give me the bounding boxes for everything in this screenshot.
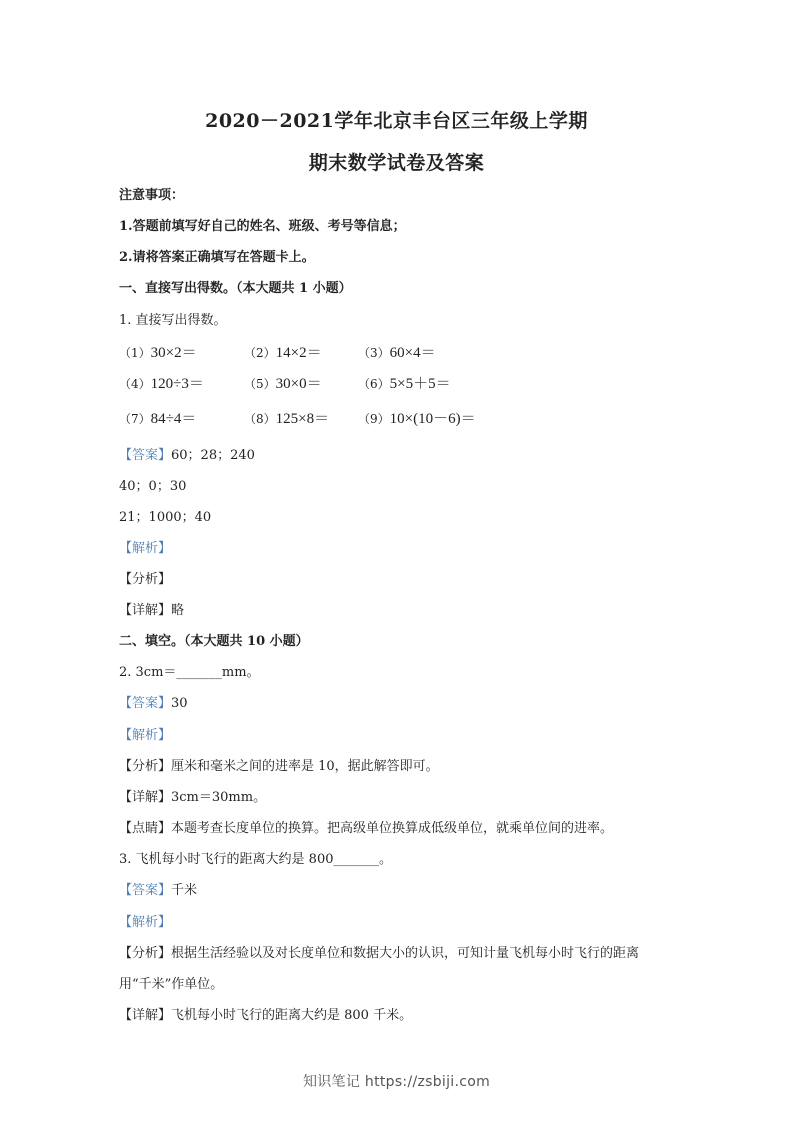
q1-item-2 [244, 341, 322, 362]
question-2: 2. 3cm＝_______mm。 [119, 665, 260, 680]
q2-fenxi: 【分析】厘米和毫米之间的进率是 10，据此解答即可。 [119, 759, 439, 774]
item-number: （1） [119, 346, 151, 360]
title-line-1: 2020－2021学年北京丰台区三年级上学期 [205, 110, 588, 132]
answer-text: 30 [171, 696, 188, 711]
q1-answer [119, 446, 703, 466]
item-expression: 84÷4＝ [150, 411, 197, 427]
notice-item-1: 1.答题前填写好自己的姓名、班级、考号等信息； [119, 219, 406, 234]
item-expression: 14×2＝ [275, 345, 322, 361]
item-number: （9） [358, 412, 390, 426]
q1-fenxi: 【分析】 [119, 572, 172, 587]
question-3: 3. 飞机每小时飞行的距离大约是 800_______。 [119, 852, 392, 867]
item-expression: 10×(10－6)＝ [389, 411, 476, 427]
q2-xiangjie: 【详解】3cm＝30mm。 [119, 790, 267, 805]
footer-watermark: 知识笔记 https://zsbiji.com [302, 1074, 491, 1090]
item-expression: 5×5＋5＝ [389, 376, 451, 392]
q3-xiangjie: 【详解】飞机每小时飞行的距离大约是 800 千米。 [119, 1008, 413, 1023]
item-expression: 120÷3＝ [150, 376, 204, 392]
item-expression: 30×2＝ [150, 345, 197, 361]
answer-label: 【答案】 [119, 883, 172, 898]
q3-answer [119, 881, 703, 901]
answer-label: 【答案】 [119, 448, 172, 463]
q1-item-5 [244, 372, 322, 393]
section-2-heading: 二、填空。（本大题共 10 小题） [119, 634, 309, 649]
q1-item-6 [358, 372, 451, 393]
q1-answer-line-2: 40；0；30 [119, 479, 187, 494]
q3-fenxi-cont: 用“千米”作单位。 [119, 977, 224, 992]
item-number: （2） [244, 346, 276, 360]
q1-jiexi: 【解析】 [119, 541, 172, 556]
item-expression: 125×8＝ [275, 411, 330, 427]
item-expression: 30×0＝ [275, 376, 322, 392]
q1-item-9 [358, 407, 476, 428]
q1-xiangjie [119, 601, 703, 621]
item-number: （5） [244, 377, 276, 391]
q2-dianjing: 【点睛】本题考查长度单位的换算。把高级单位换算成低级单位，就乘单位间的进率。 [119, 821, 614, 836]
item-number: （6） [358, 377, 390, 391]
q3-jiexi: 【解析】 [119, 915, 172, 930]
notice-heading: 注意事项： [119, 188, 185, 203]
item-number: （8） [244, 412, 276, 426]
section-1-heading: 一、直接写出得数。（本大题共 1 小题） [119, 281, 352, 296]
answer-text: 60；28；240 [171, 448, 255, 463]
xiangjie-label: 【详解】 [119, 603, 172, 618]
item-number: （4） [119, 377, 151, 391]
item-number: （3） [358, 346, 390, 360]
question-1: 1. 直接写出得数。 [119, 313, 227, 328]
q1-item-7 [119, 407, 196, 428]
item-number: （7） [119, 412, 151, 426]
answer-text: 千米 [171, 883, 198, 898]
item-expression: 60×4＝ [389, 345, 436, 361]
notice-item-2: 2.请将答案正确填写在答题卡上。 [119, 250, 315, 265]
q3-fenxi: 【分析】根据生活经验以及对长度单位和数据大小的认识，可知计量飞机每小时飞行的距离 [119, 946, 640, 961]
q1-item-4 [119, 372, 204, 393]
q1-item-3 [358, 341, 436, 362]
q1-answer-line-3: 21；1000；40 [119, 510, 212, 525]
answer-label: 【答案】 [119, 696, 172, 711]
q1-item-1 [119, 341, 197, 362]
xiangjie-text: 略 [171, 603, 185, 618]
q1-item-8 [244, 407, 329, 428]
q2-answer [119, 694, 703, 714]
title-line-2: 期末数学试卷及答案 [308, 152, 485, 174]
q2-jiexi: 【解析】 [119, 728, 172, 743]
